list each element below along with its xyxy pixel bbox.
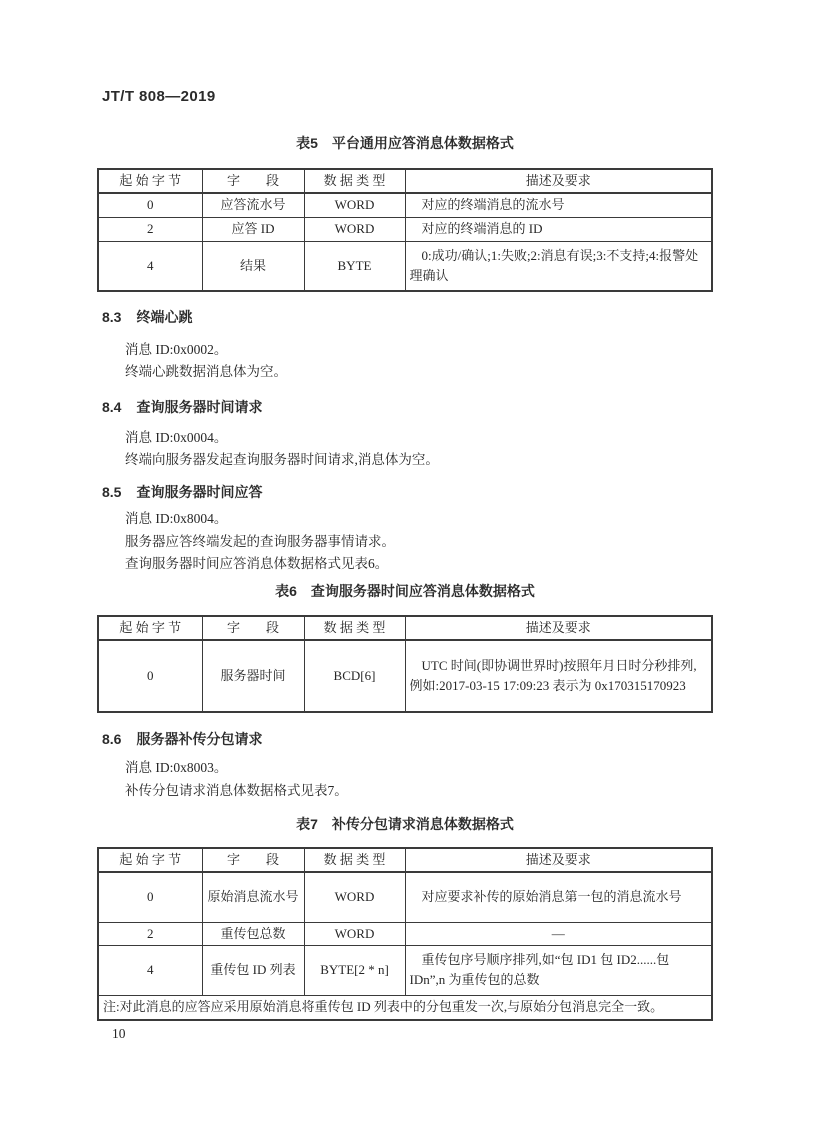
table7-r2-start: 4 <box>98 945 202 995</box>
table5-caption: 表5 平台通用应答消息体数据格式 <box>296 135 514 151</box>
table7-caption: 表7 补传分包请求消息体数据格式 <box>296 816 514 832</box>
table7-r1-type: WORD <box>304 922 405 945</box>
section-number: 8.3 <box>102 309 122 325</box>
paragraph: 消息 ID:0x8003。 <box>125 760 228 775</box>
section-title: 查询服务器时间应答 <box>136 484 263 500</box>
paragraph: 补传分包请求消息体数据格式见表7。 <box>125 783 348 798</box>
table7-col-description: 描述及要求 <box>405 848 712 872</box>
section-number: 8.6 <box>102 731 122 747</box>
table5-r0-desc: 对应的终端消息的流水号 <box>405 193 712 217</box>
table7-note-row <box>98 995 712 1020</box>
table5-col-description: 描述及要求 <box>405 169 712 193</box>
paragraph: 消息 ID:0x0002。 <box>125 342 228 357</box>
table6-r0-desc: UTC 时间(即协调世界时)按照年月日时分秒排列,例如:2017-03-15 17:09:23 表示为 0x170315170923 <box>405 640 712 712</box>
section-number: 8.4 <box>102 399 122 415</box>
table6-r0-type: BCD[6] <box>304 640 405 712</box>
table7-r0-field: 原始消息流水号 <box>202 872 304 922</box>
table6-col-data-type: 数 据 类 型 <box>304 616 405 640</box>
table7-col-field: 字 段 <box>202 848 304 872</box>
table7-r1-start: 2 <box>98 922 202 945</box>
section-8-5-heading <box>102 482 262 502</box>
table7-r1-desc: — <box>405 922 712 945</box>
table7-r0-type: WORD <box>304 872 405 922</box>
table5 <box>97 168 713 292</box>
table6-col-start-byte: 起 始 字 节 <box>98 616 202 640</box>
table7-col-start-byte: 起 始 字 节 <box>98 848 202 872</box>
paragraph: 消息 ID:0x0004。 <box>125 430 228 445</box>
table7-header-row <box>98 848 712 872</box>
table-row <box>98 193 712 217</box>
table7 <box>97 847 713 1021</box>
table6-col-description: 描述及要求 <box>405 616 712 640</box>
table6-header-row <box>98 616 712 640</box>
table7-r2-type: BYTE[2 * n] <box>304 945 405 995</box>
table7-r1-field: 重传包总数 <box>202 922 304 945</box>
section-8-3-heading <box>102 307 192 327</box>
table5-r1-field: 应答 ID <box>202 217 304 241</box>
table5-r0-field: 应答流水号 <box>202 193 304 217</box>
table-row <box>98 241 712 291</box>
section-8-4-heading <box>102 397 262 417</box>
table5-r2-desc: 0:成功/确认;1:失败;2:消息有误;3:不支持;4:报警处理确认 <box>405 241 712 291</box>
table-row <box>98 872 712 922</box>
paragraph: 查询服务器时间应答消息体数据格式见表6。 <box>125 556 389 571</box>
section-title: 服务器补传分包请求 <box>136 731 263 747</box>
table7-r0-desc: 对应要求补传的原始消息第一包的消息流水号 <box>405 872 712 922</box>
table6 <box>97 615 713 713</box>
table5-r2-start: 4 <box>98 241 202 291</box>
table5-col-start-byte: 起 始 字 节 <box>98 169 202 193</box>
section-number: 8.5 <box>102 484 122 500</box>
table5-r1-desc: 对应的终端消息的 ID <box>405 217 712 241</box>
table-row <box>98 945 712 995</box>
table7-r2-desc: 重传包序号顺序排列,如“包 ID1 包 ID2......包 IDn”,n 为重传包的总数 <box>405 945 712 995</box>
table6-r0-field: 服务器时间 <box>202 640 304 712</box>
table5-r1-type: WORD <box>304 217 405 241</box>
paragraph: 终端向服务器发起查询服务器时间请求,消息体为空。 <box>125 452 439 467</box>
table-row <box>98 640 712 712</box>
page-number: 10 <box>112 1026 126 1041</box>
table5-header-row <box>98 169 712 193</box>
table5-col-data-type: 数 据 类 型 <box>304 169 405 193</box>
section-title: 查询服务器时间请求 <box>136 399 263 415</box>
table5-col-field: 字 段 <box>202 169 304 193</box>
table-row <box>98 922 712 945</box>
table-row <box>98 217 712 241</box>
section-title: 终端心跳 <box>136 309 193 325</box>
table5-r2-field: 结果 <box>202 241 304 291</box>
paragraph: 消息 ID:0x8004。 <box>125 511 228 526</box>
section-8-6-heading <box>102 729 262 749</box>
paragraph: 服务器应答终端发起的查询服务器事情请求。 <box>125 534 395 549</box>
table5-r0-type: WORD <box>304 193 405 217</box>
table7-note: 注:对此消息的应答应采用原始消息将重传包 ID 列表中的分包重发一次,与原始分包消息完全一致。 <box>98 995 712 1020</box>
table7-col-data-type: 数 据 类 型 <box>304 848 405 872</box>
table7-r2-field: 重传包 ID 列表 <box>202 945 304 995</box>
paragraph: 终端心跳数据消息体为空。 <box>125 364 287 379</box>
table5-r2-type: BYTE <box>304 241 405 291</box>
table6-col-field: 字 段 <box>202 616 304 640</box>
table6-caption: 表6 查询服务器时间应答消息体数据格式 <box>275 583 535 599</box>
table7-r0-start: 0 <box>98 872 202 922</box>
table6-r0-start: 0 <box>98 640 202 712</box>
standard-code-header: JT/T 808—2019 <box>102 88 216 105</box>
table5-r0-start: 0 <box>98 193 202 217</box>
table5-r1-start: 2 <box>98 217 202 241</box>
